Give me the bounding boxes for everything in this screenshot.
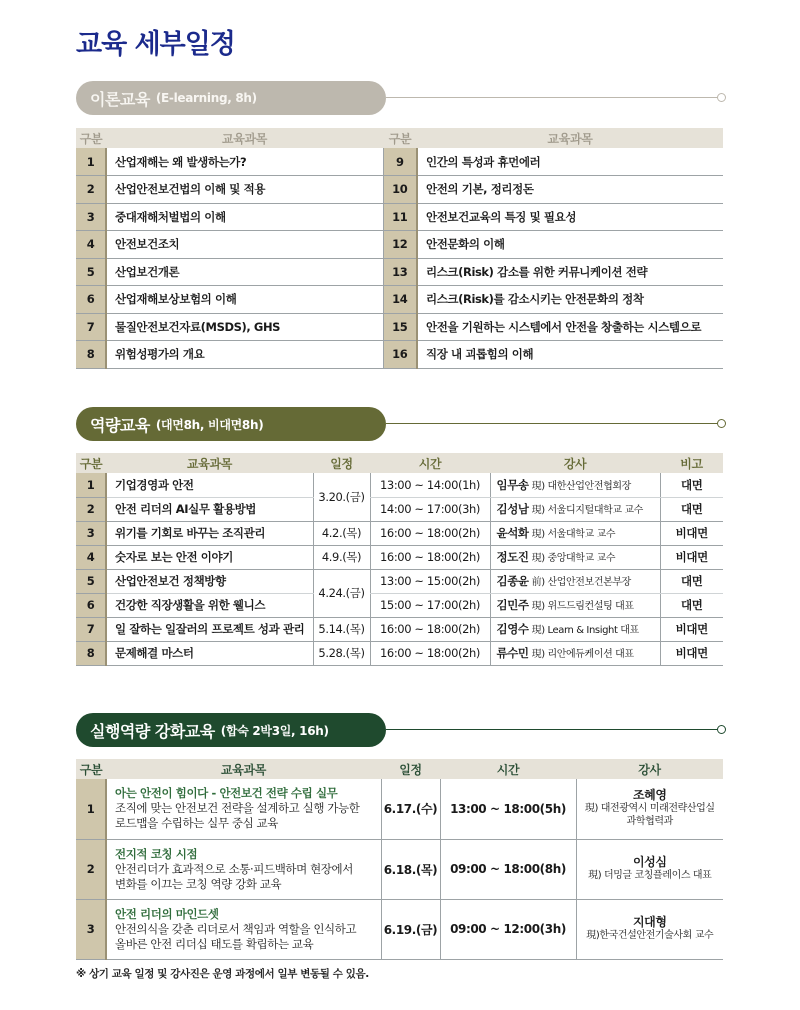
table-row (76, 617, 723, 641)
instructor-affiliation: 과학협력과 (626, 816, 673, 828)
table-row (76, 313, 723, 341)
instructor-name: 김종윤 (496, 574, 529, 588)
instructor (490, 641, 660, 665)
course-subject: 위험성평가의 개요 (106, 341, 383, 369)
column-header: 교육과목 (106, 128, 383, 148)
course-subject: 문제해결 마스터 (106, 641, 313, 665)
instructor-affiliation: 現) 대전광역시 미래전략산업실 (584, 803, 715, 815)
course-description: 안전리더가 효과적으로 소통·피드백하며 현장에서 (115, 861, 353, 876)
table-row (76, 839, 723, 899)
instructor-name: 윤석화 (496, 526, 529, 540)
course-subject: 안전보건조치 (106, 231, 383, 259)
table-row (76, 521, 723, 545)
row-number: 7 (76, 617, 106, 641)
section-subtitle: (E-learning, 8h) (155, 91, 257, 105)
course-description: 올바른 안전 리더십 태도를 확립하는 교육 (115, 936, 314, 951)
column-header: 비고 (660, 453, 723, 473)
course-subject (106, 839, 381, 899)
competency-course-table (76, 453, 723, 666)
course-title: 전지적 코칭 시점 (115, 846, 198, 861)
course-date: 4.9.(목) (313, 545, 370, 569)
instructor-name: 이성심 (632, 855, 667, 869)
section-subtitle: (합숙 2박3일, 16h) (220, 723, 329, 738)
divider-line (386, 423, 718, 424)
instructor (490, 617, 660, 641)
delivery-mode: 비대면 (660, 545, 723, 569)
column-header: 교육과목 (417, 128, 723, 148)
course-subject: 산업안전보건법의 이해 및 적용 (106, 176, 383, 204)
course-time: 13:00 ~ 15:00(2h) (370, 569, 490, 593)
instructor (490, 473, 660, 497)
instructor-affiliation: 現) 위드드림컨설팅 대표 (531, 601, 634, 612)
table-row (76, 641, 723, 665)
instructor (576, 899, 723, 959)
practical-course-table (76, 759, 723, 960)
course-description: 조직에 맞는 안전보건 전략을 설계하고 실행 가능한 (115, 801, 360, 816)
course-date: 6.19.(금) (381, 899, 440, 959)
instructor-name: 김영수 (496, 622, 529, 636)
table-row (76, 148, 723, 176)
course-time: 09:00 ~ 12:00(3h) (440, 899, 576, 959)
course-date: 4.24.(금) (313, 569, 370, 617)
table-row (76, 258, 723, 286)
column-header: 강사 (576, 759, 723, 779)
instructor-name: 조혜영 (632, 788, 667, 803)
course-time: 13:00 ~ 18:00(5h) (440, 779, 576, 839)
delivery-mode: 대면 (660, 497, 723, 521)
section-subtitle: (대면8h, 비대면8h) (155, 417, 264, 432)
section-title: 실행역량 강화교육 (90, 721, 215, 741)
table-row (76, 203, 723, 231)
section-title: 역량교육 (90, 415, 150, 435)
row-number: 16 (383, 341, 417, 369)
course-description: 로드맵을 수립하는 실무 중심 교육 (115, 816, 278, 831)
instructor-name: 김성남 (496, 502, 529, 516)
row-number: 1 (76, 148, 106, 176)
course-subject: 안전 리더의 AI실무 활용방법 (106, 497, 313, 521)
column-header: 강사 (490, 453, 660, 473)
row-number: 14 (383, 286, 417, 314)
row-number: 10 (383, 176, 417, 204)
instructor-affiliation: 現) 중앙대학교 교수 (531, 553, 616, 564)
delivery-mode: 대면 (660, 593, 723, 617)
row-number: 8 (76, 641, 106, 665)
table-row (76, 779, 723, 839)
page-title: 교육 세부일정 (76, 29, 235, 60)
row-number: 12 (383, 231, 417, 259)
row-number: 5 (76, 569, 106, 593)
row-number: 2 (76, 176, 106, 204)
column-header: 구분 (383, 128, 417, 148)
table-row (76, 176, 723, 204)
table-header-row (76, 453, 723, 473)
section-pill (76, 81, 386, 115)
row-number: 3 (76, 899, 106, 959)
table-row (76, 545, 723, 569)
table-header-row (76, 759, 723, 779)
course-subject: 안전보건교육의 특징 및 필요성 (417, 203, 723, 231)
row-number: 13 (383, 258, 417, 286)
instructor-name: 임무송 (496, 477, 529, 492)
course-subject: 리스크(Risk) 감소를 위한 커뮤니케이션 전략 (417, 258, 723, 286)
instructor (576, 839, 723, 899)
course-subject: 중대재해처벌법의 이해 (106, 203, 383, 231)
column-header: 구분 (76, 453, 106, 473)
divider-line (386, 729, 718, 730)
instructor-name: 지대형 (632, 915, 667, 929)
course-subject: 안전의 기본, 정리정돈 (417, 176, 723, 204)
instructor-affiliation: 現)한국건설안전기술사회 교수 (586, 930, 714, 941)
table-row (76, 899, 723, 959)
instructor-affiliation: 前) 산업안전보건본부장 (531, 577, 631, 588)
row-number: 3 (76, 521, 106, 545)
row-number: 7 (76, 313, 106, 341)
course-description: 변화를 이끄는 코칭 역량 강화 교육 (115, 876, 282, 891)
course-subject: 산업보건개론 (106, 258, 383, 286)
column-header: 구분 (76, 128, 106, 148)
instructor-affiliation: 現) 서울디지털대학교 교수 (531, 505, 643, 516)
instructor (490, 497, 660, 521)
row-number: 4 (76, 545, 106, 569)
table-row (76, 231, 723, 259)
table-row (76, 473, 723, 497)
course-title: 안전 리더의 마인드셋 (115, 906, 219, 921)
footnote: ※ 상기 교육 일정 및 강사진은 운영 과정에서 일부 변동될 수 있음. (76, 968, 369, 980)
course-subject: 기업경영과 안전 (106, 473, 313, 497)
course-subject: 물질안전보건자료(MSDS), GHS (106, 313, 383, 341)
course-time: 14:00 ~ 17:00(3h) (370, 497, 490, 521)
instructor-affiliation: 現) 더밍글 코칭플레이스 대표 (588, 870, 712, 881)
instructor-affiliation: 現) 리안에듀케이션 대표 (531, 649, 634, 660)
course-description: 안전의식을 갖춘 리더로서 책임과 역할을 인식하고 (115, 921, 357, 936)
table-header-row (76, 128, 723, 148)
course-subject: 산업재해보상보험의 이해 (106, 286, 383, 314)
row-number: 2 (76, 839, 106, 899)
table-row (76, 286, 723, 314)
course-date: 6.18.(목) (381, 839, 440, 899)
column-header: 시간 (370, 453, 490, 473)
course-date: 3.20.(금) (313, 473, 370, 521)
course-subject (106, 779, 381, 839)
course-subject: 안전을 기원하는 시스템에서 안전을 창출하는 시스템으로 (417, 313, 723, 341)
row-number: 11 (383, 203, 417, 231)
theory-course-table (76, 128, 723, 369)
row-number: 4 (76, 231, 106, 259)
instructor (576, 779, 723, 839)
instructor (490, 521, 660, 545)
course-subject: 산업재해는 왜 발생하는가? (106, 148, 383, 176)
instructor (490, 593, 660, 617)
column-header: 구분 (76, 759, 106, 779)
table-row (76, 593, 723, 617)
delivery-mode: 대면 (660, 473, 723, 497)
section-pill (76, 713, 386, 747)
instructor-name: 김민주 (496, 598, 529, 612)
delivery-mode: 비대면 (660, 641, 723, 665)
instructor-affiliation: 現) 서울대학교 교수 (531, 529, 616, 540)
instructor-name: 류수민 (496, 646, 529, 660)
column-header: 교육과목 (106, 759, 381, 779)
section-pill (76, 407, 386, 441)
row-number: 8 (76, 341, 106, 369)
table-row (76, 497, 723, 521)
section-header-practical (76, 713, 726, 747)
table-row (76, 341, 723, 369)
instructor-affiliation: 現) 대한산업안전협회장 (531, 480, 631, 492)
course-time: 15:00 ~ 17:00(2h) (370, 593, 490, 617)
row-number: 9 (383, 148, 417, 176)
course-time: 16:00 ~ 18:00(2h) (370, 545, 490, 569)
circle-endpoint-icon (717, 419, 726, 428)
row-number: 15 (383, 313, 417, 341)
course-time: 16:00 ~ 18:00(2h) (370, 641, 490, 665)
table-row (76, 569, 723, 593)
course-time: 13:00 ~ 14:00(1h) (370, 473, 490, 497)
row-number: 1 (76, 779, 106, 839)
course-subject: 리스크(Risk)를 감소시키는 안전문화의 정착 (417, 286, 723, 314)
circle-endpoint-icon (717, 725, 726, 734)
instructor-affiliation: 現) Learn & Insight 대표 (531, 625, 639, 636)
course-subject: 숫자로 보는 안전 이야기 (106, 545, 313, 569)
course-subject: 직장 내 괴롭힘의 이해 (417, 341, 723, 369)
divider-line (386, 97, 718, 98)
column-header: 일정 (313, 453, 370, 473)
row-number: 6 (76, 286, 106, 314)
instructor-name: 정도진 (496, 550, 529, 564)
delivery-mode: 비대면 (660, 617, 723, 641)
course-date: 4.2.(목) (313, 521, 370, 545)
instructor (490, 569, 660, 593)
course-subject: 일 잘하는 일잘러의 프로젝트 성과 관리 (106, 617, 313, 641)
column-header: 교육과목 (106, 453, 313, 473)
course-title: 아는 안전이 힘이다 - 안전보건 전략 수립 실무 (115, 786, 338, 801)
course-time: 16:00 ~ 18:00(2h) (370, 617, 490, 641)
delivery-mode: 대면 (660, 569, 723, 593)
column-header: 시간 (440, 759, 576, 779)
row-number: 6 (76, 593, 106, 617)
section-title: 이론교육 (90, 89, 150, 109)
circle-endpoint-icon (717, 93, 726, 102)
course-date: 6.17.(수) (381, 779, 440, 839)
course-subject: 산업안전보건 정책방향 (106, 569, 313, 593)
course-subject (106, 899, 381, 959)
row-number: 2 (76, 497, 106, 521)
course-time: 16:00 ~ 18:00(2h) (370, 521, 490, 545)
row-number: 1 (76, 473, 106, 497)
course-date: 5.14.(목) (313, 617, 370, 641)
course-subject: 인간의 특성과 휴먼에러 (417, 148, 723, 176)
course-subject: 건강한 직장생활을 위한 웰니스 (106, 593, 313, 617)
row-number: 3 (76, 203, 106, 231)
course-subject: 안전문화의 이해 (417, 231, 723, 259)
course-date: 5.28.(목) (313, 641, 370, 665)
instructor (490, 545, 660, 569)
course-time: 09:00 ~ 18:00(8h) (440, 839, 576, 899)
section-header-theory (76, 81, 726, 115)
delivery-mode: 비대면 (660, 521, 723, 545)
column-header: 일정 (381, 759, 440, 779)
section-header-competency (76, 407, 726, 441)
course-subject: 위기를 기회로 바꾸는 조직관리 (106, 521, 313, 545)
row-number: 5 (76, 258, 106, 286)
